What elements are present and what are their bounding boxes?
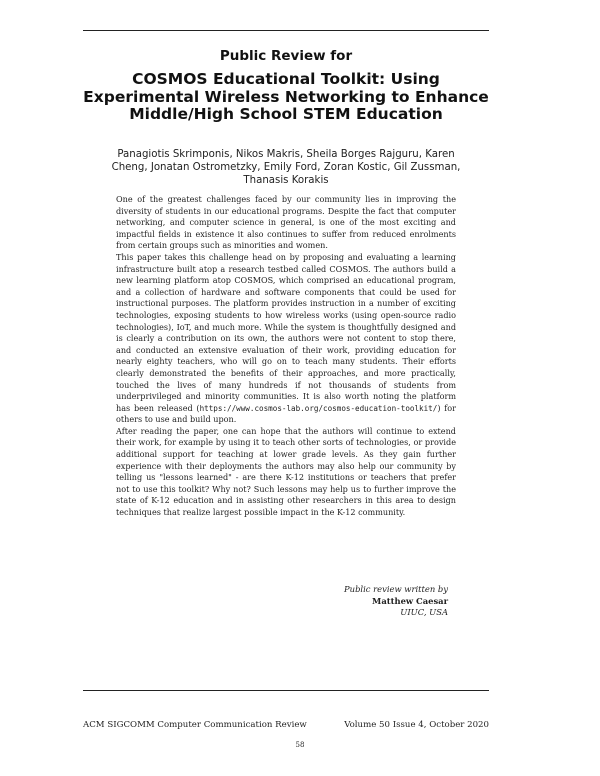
- paragraph-2-text-a: This paper takes this challenge head on by proposing and evaluating a learning infrastructure built atop a research testbed called COSMOS. The authors build a new learning platform atop COSMOS, which comprised an educational program, and a collection of hardware and software components that could be used for instructional purposes. The platform provides instruction in a number of exciting technologies, exposing students to how wireless works (using open-source radio technologies), IoT, and much more. While the system is thoughtfully designed and is clearly a contribution on its own, the authors were not content to stop there, and conducted an extensive evaluation of their work, providing education for nearly eighty teachers, who will go on to teach many students. Their efforts clearly demonstrated the benefits of their approaches, and more practically, touched the lives of many hundreds if not thousands of students from underprivileged and minority communities. It is also worth noting the platform has been released (: [116, 251, 456, 413]
- reviewer-name: Matthew Caesar: [372, 595, 448, 606]
- paragraph-1: One of the greatest challenges faced by our community lies in improving the diversity of students in our educational programs. Despite the fact that computer networking, and computer science in general, is one of the most exciting and impactful fields in existence it also continues to suffer from reduced enrolments from certain groups such as minorities and women.: [116, 194, 456, 251]
- review-body: [116, 194, 456, 519]
- top-rule: [83, 30, 489, 31]
- signature-line: Public review written by: [344, 584, 448, 594]
- journal-name: ACM SIGCOMM Computer Communication Review: [83, 720, 307, 730]
- reviewer-affiliation: UIUC, USA: [400, 607, 448, 618]
- toolkit-url-link[interactable]: https://www.cosmos-lab.org/cosmos-education-toolkit/: [199, 403, 438, 413]
- page-number: 58: [295, 741, 305, 749]
- review-kicker: Public Review for: [219, 48, 353, 64]
- bottom-rule: [83, 690, 489, 691]
- paragraph-3: After reading the paper, one can hope that the authors will continue to extend their work, for example by using it to teach other sorts of technologies, or provide additional support for teaching at lower grade levels. As they gain further experience with their deployments the authors may also help our community by telling us "lessons learned" - are there K-12 institutions or teachers that prefer not to use this toolkit? Why not? Such lessons may help us to further improve the state of K-12 education and in assisting other researchers in this area to design techniques that realize largest possible impact in the K-12 community.: [116, 425, 456, 518]
- review-signature: [300, 584, 448, 619]
- paper-title: COSMOS Educational Toolkit: Using Experimental Wireless Networking to Enhance Middle/High School STEM Education: [83, 70, 489, 123]
- issue-info: Volume 50 Issue 4, October 2020: [344, 720, 489, 730]
- paragraph-2-text-b: ) for others to use and build upon.: [116, 402, 456, 425]
- paragraph-2: [116, 252, 456, 426]
- author-list: Panagiotis Skrimponis, Nikos Makris, Sheila Borges Rajguru, Karen Cheng, Jonatan Ostrometzky, Emily Ford, Zoran Kostic, Gil Zussman, Thanasis Korakis: [111, 149, 461, 186]
